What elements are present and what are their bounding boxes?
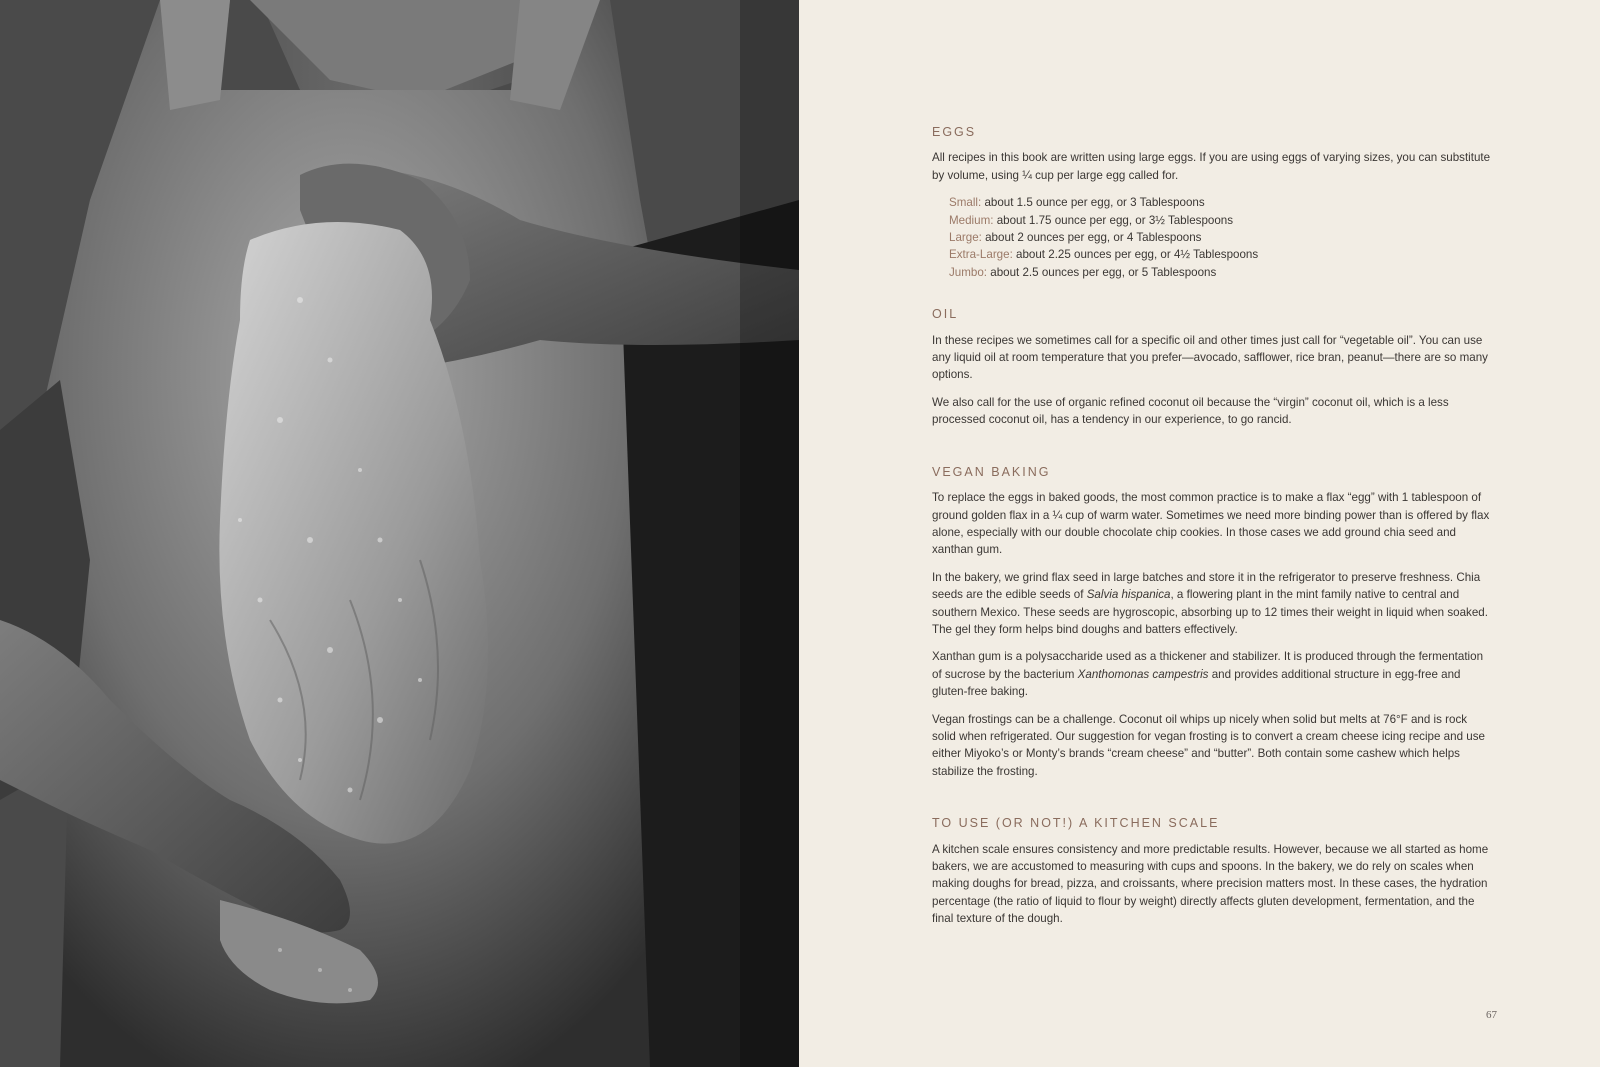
vegan-paragraph-4: Vegan frostings can be a challenge. Coconut oil whips up nicely when solid but melts at 76°F and is rock solid when refrigerated. Our suggestion for vegan frosting is to convert a cream cheese icing recipe and use either Miyoko’s or Monty’s brands “cream cheese” and “butter”. Both contain some cashew which helps stabilize the frosting. xyxy=(932,712,1485,778)
egg-size-text: about 2.5 ounces per egg, or 5 Tablespoons xyxy=(987,265,1217,279)
egg-size-term: Jumbo: xyxy=(949,265,988,279)
list-item xyxy=(949,246,1492,263)
oil-paragraph-1: In these recipes we sometimes call for a specific oil and other times just call for “vegetable oil”. You can use any liquid oil at room temperature that you prefer—avocado, safflower, rice bran, peanut—there are so many options. xyxy=(932,333,1488,382)
egg-size-term: Large: xyxy=(949,231,982,245)
section-gap xyxy=(932,439,1492,464)
egg-size-text: about 1.5 ounce per egg, or 3 Tablespoons xyxy=(981,196,1205,210)
vegan-p3-start: Xanthan gum is a polysaccharide used as a thickener and stabilizer. It is produced through the fermentation of sucrose by the bacterium xyxy=(932,650,1484,681)
egg-size-term: Medium: xyxy=(949,213,994,227)
species-name: Salvia hispanica xyxy=(1086,588,1171,602)
page-content xyxy=(932,124,1492,938)
list-item xyxy=(949,264,1492,281)
eggs-intro: All recipes in this book are written using large eggs. If you are using eggs of varying sizes, you can substitute by volume, using ¼ cup per large egg called for. xyxy=(932,151,1491,182)
egg-size-term: Small: xyxy=(949,196,982,210)
kitchen-scale-heading: TO USE (OR NOT!) A KITCHEN SCALE xyxy=(932,816,1220,831)
vegan-baking-heading: VEGAN BAKING xyxy=(932,464,1051,479)
list-item xyxy=(949,212,1492,229)
baker-dough-photo xyxy=(0,0,799,1067)
vegan-p2-start: In the bakery, we grind flax seed in large batches and store it in the refrigerator to preserve freshness. Chia seeds are the edible seeds of xyxy=(932,570,1481,602)
list-item xyxy=(949,194,1492,211)
baker-dough-photo-image xyxy=(0,0,799,1067)
section-gap xyxy=(932,790,1492,815)
eggs-heading: EGGS xyxy=(932,125,977,139)
vegan-p3-end: and provides additional structure in egg-free and gluten-free baking. xyxy=(932,667,1461,699)
egg-size-text: about 1.75 ounce per egg, or 3½ Tablespoons xyxy=(993,213,1234,227)
vegan-p2-end: , a flowering plant in the mint family native to central and southern Mexico. These seeds are hygroscopic, absorbing up to 12 times their weight in liquid when soaked. The gel they form helps bind doughs and batters effectively. xyxy=(932,588,1488,636)
vegan-paragraph-1: To replace the eggs in baked goods, the most common practice is to make a flax “egg” with 1 tablespoon of ground golden flax in a ¼ cup of warm water. Sometimes we need more binding power than is offered by flax alone, especially with our double chocolate chip cookies. In those cases we add ground chia seed and xanthan gum. xyxy=(932,491,1490,557)
vegan-paragraph-2 xyxy=(932,569,1492,639)
kitchen-scale-paragraph: A kitchen scale ensures consistency and more predictable results. However, because we all started as home bakers, we are accustomed to measuring with cups and spoons. In the bakery, we do rely on scales when making doughs for bread, pizza, and croissants, where precision matters most. In these cases, the hydration percentage (the ratio of liquid to flour by weight) directly affects gluten development, fermentation, and the final texture of the dough. xyxy=(932,842,1489,926)
list-item xyxy=(949,229,1492,246)
egg-size-term: Extra-Large: xyxy=(949,248,1013,262)
egg-size-text: about 2 ounces per egg, or 4 Tablespoons xyxy=(981,231,1202,245)
egg-size-list xyxy=(949,194,1492,281)
oil-paragraph-2: We also call for the use of organic refined coconut oil because the “virgin” coconut oil, which is a less processed coconut oil, has a tendency in our experience, to go rancid. xyxy=(932,395,1449,427)
egg-size-text: about 2.25 ounces per egg, or 4½ Tablespoons xyxy=(1012,248,1259,262)
oil-heading: OIL xyxy=(932,307,959,322)
section-gap xyxy=(932,281,1492,306)
bacterium-name: Xanthomonas campestris xyxy=(1077,667,1209,681)
page-number: 67 xyxy=(1486,1009,1497,1021)
text-page xyxy=(799,0,1600,1067)
vegan-paragraph-3 xyxy=(932,648,1492,700)
